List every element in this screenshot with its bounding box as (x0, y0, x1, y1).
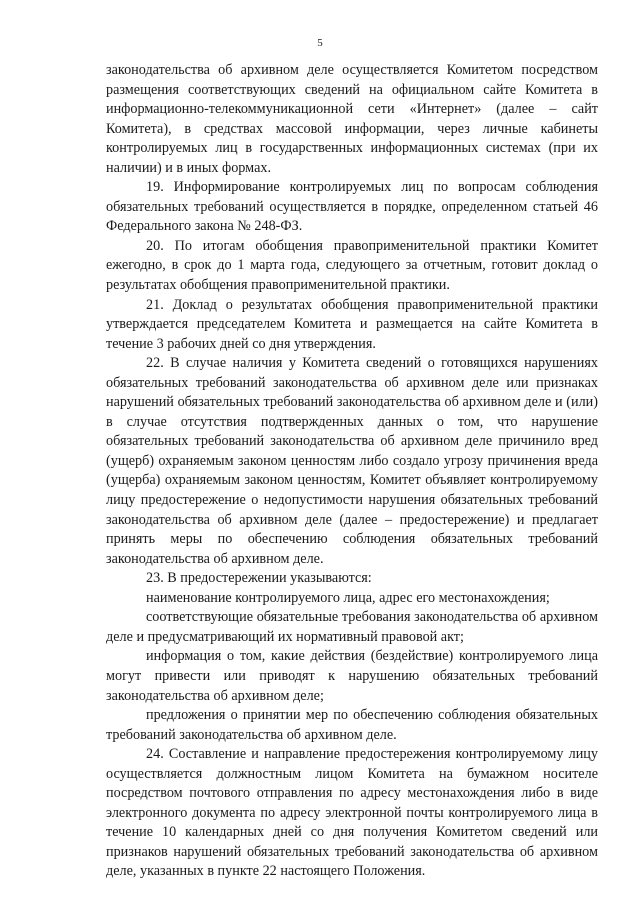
paragraph-19: 19. Информирование контролируемых лиц по вопросам соблюдения обязательных требований осуществляется в порядке, определенном статьей 46 Федерального закона № 248-ФЗ. (106, 179, 598, 235)
paragraph-23: 23. В предостережении указываются: (146, 570, 372, 587)
paragraph-22: 22. В случае наличия у Комитета сведений о готовящихся нарушениях обязательных требований законодательства об архивном деле или признаках нарушений обязательных требований законодательства об архивном деле и (или) в случае отсутствия подтвержденных данных о том, что нарушение обязательных требований законодательства об архивном деле причинило вред (ущерб) охраняемым законом ценностям либо создало угрозу причинения вреда (ущерба) охраняемым законом ценностям, Комитет объявляет контролируемому лицу предостережение о недопустимости нарушения обязательных требований законодательства об архивном деле (далее – предостережение) и предлагает принять меры по обеспечению соблюдения обязательных требований законодательства об архивном деле. (106, 355, 598, 567)
list-item-proposals: предложения о принятии мер по обеспечению соблюдения обязательных требований законодательства об архивном деле. (106, 707, 598, 743)
paragraph-21: 21. Доклад о результатах обобщения правоприменительной практики утверждается председателем Комитета и размещается на сайте Комитета в течение 3 рабочих дней со дня утверждения. (106, 296, 598, 352)
page-number: 5 (317, 37, 323, 49)
list-item-actions: информация о том, какие действия (бездействие) контролируемого лица могут привести или приводят к нарушению обязательных требований законодательства об архивном деле; (106, 648, 598, 704)
list-item-requirements: соответствующие обязательные требования законодательства об архивном деле и предусматривающий их нормативный правовой акт; (106, 609, 598, 645)
paragraph-24: 24. Составление и направление предостережения контролируемому лицу осуществляется должностным лицом Комитета на бумажном носителе посредством почтового отправления по адресу местонахождения либо в виде электронного документа по адресу электронной почты контролируемого лица в течение 10 календарных дней со дня получения Комитетом сведений или признаков нарушений обязательных требований законодательства об архивном деле, указанных в пункте 22 настоящего Положения. (106, 746, 598, 880)
list-item-name-address: наименование контролируемого лица, адрес его местонахождения; (146, 589, 550, 606)
paragraph-continuation: законодательства об архивном деле осуществляется Комитетом посредством размещения соответствующих сведений на официальном сайте Комитета в информационно-телекоммуникационной сети «Интернет» (далее – сайт Комитета), в средствах массовой информации, через личные кабинеты контролируемых лиц в государственных информационных системах (при их наличии) и в иных формах. (106, 62, 598, 176)
document-body (106, 61, 598, 882)
paragraph-20: 20. По итогам обобщения правоприменительной практики Комитет ежегодно, в срок до 1 марта года, следующего за отчетным, готовит доклад о результатах обобщения правоприменительной практики. (106, 237, 598, 294)
